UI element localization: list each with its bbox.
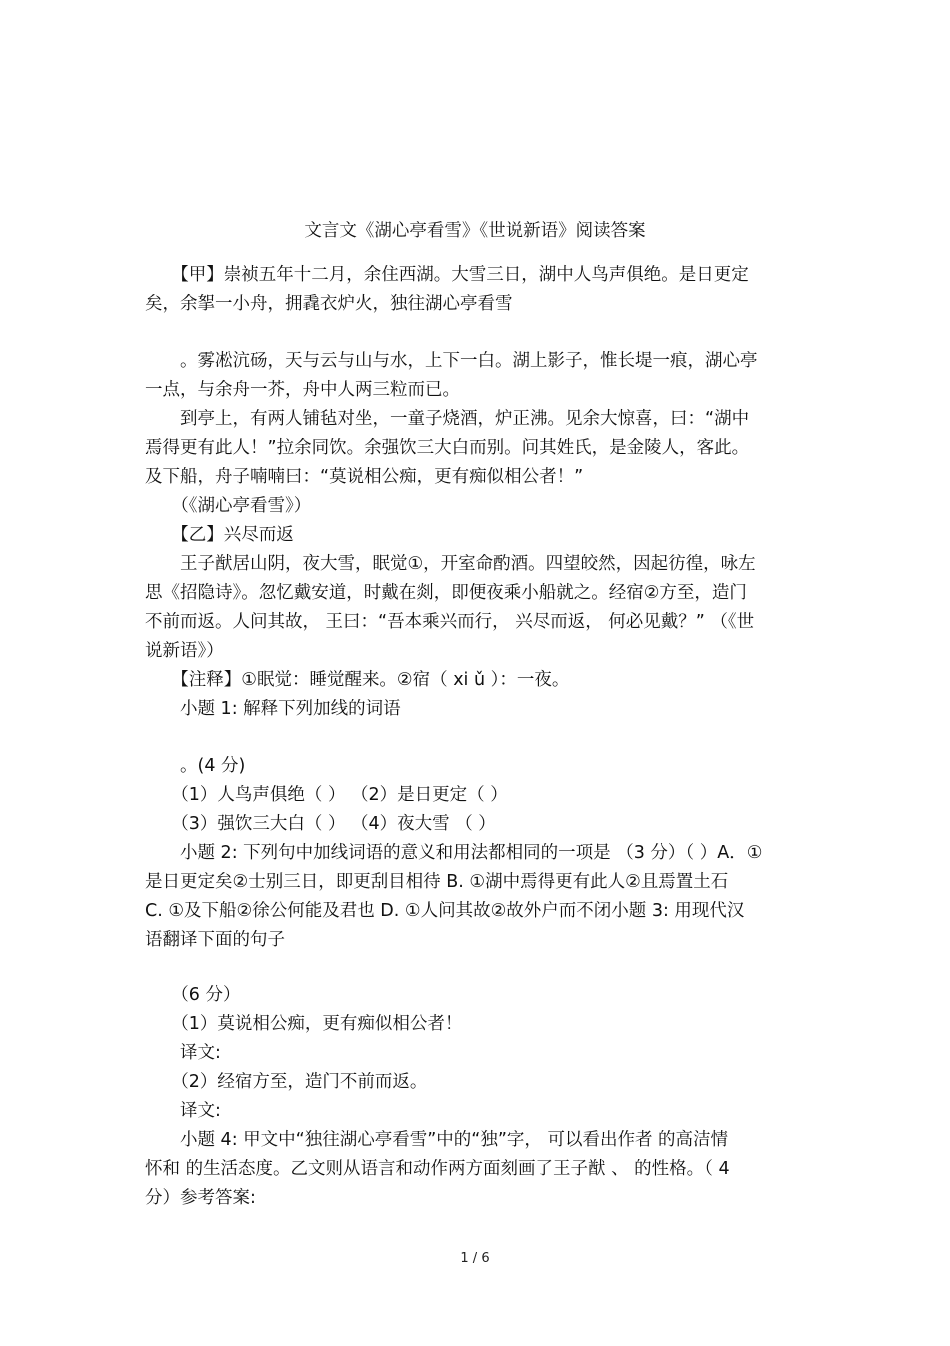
document-title: 文言文《湖心亭看雪》《世说新语》阅读答案 bbox=[304, 221, 646, 241]
text-line: 【乙】兴尽而返 bbox=[145, 525, 294, 545]
text-line: （3）强饮三大白（ ） （4）夜大雪 （ ） bbox=[145, 814, 496, 834]
text-line: 一点，与余舟一芥，舟中人两三粒而已。 bbox=[145, 380, 460, 400]
text-line: 【甲】崇祯五年十二月，余住西湖。大雪三日，湖中人鸟声俱绝。是日更定 bbox=[145, 265, 749, 285]
text-line: （2）经宿方至，造门不前而返。 bbox=[145, 1072, 428, 1092]
text-line: 译文: bbox=[145, 1101, 221, 1121]
text-line: 小题 1: 解释下列加线的词语 bbox=[145, 699, 401, 719]
text-line: 焉得更有此人！”拉余同饮。余强饮三大白而别。问其姓氏，是金陵人，客此。 bbox=[145, 438, 750, 458]
text-line: 矣，余挐一小舟，拥毳衣炉火，独往湖心亭看雪 bbox=[145, 294, 513, 314]
text-line: 王子猷居山阴，夜大雪，眠觉①，开室命酌酒。四望皎然，因起彷徨，咏左 bbox=[145, 554, 756, 574]
text-line: 不前而返。人问其故， 王曰：“吾本乘兴而行， 兴尽而返， 何必见戴？” （《世 bbox=[145, 612, 755, 632]
text-line: 【注释】①眠觉：睡觉醒来。②宿（ xi ǔ ）：一夜。 bbox=[145, 670, 570, 690]
text-line: （《湖心亭看雪》） bbox=[145, 496, 312, 516]
text-line: 译文: bbox=[145, 1043, 221, 1063]
text-line: 小题 2: 下列句中加线词语的意义和用法都相同的一项是 （3 分）（ ）A．① bbox=[145, 843, 763, 863]
text-line: （6 分） bbox=[145, 985, 241, 1005]
text-line: 说新语》） bbox=[145, 641, 224, 661]
text-line: 。雾凇沆砀，天与云与山与水，上下一白。湖上影子，惟长堤一痕，湖心亭 bbox=[145, 351, 758, 371]
text-line: C. ①及下船②徐公何能及君也 D. ①人问其故②故外户而不闭小题 3: 用现代汉 bbox=[145, 901, 745, 921]
text-line: 到亭上，有两人铺毡对坐，一童子烧酒，炉正沸。见余大惊喜，曰：“湖中 bbox=[145, 409, 750, 429]
text-line: 是日更定矣②士别三日，即更刮目相待 B. ①湖中焉得更有此人②且焉置土石 bbox=[145, 872, 729, 892]
text-line: （1）莫说相公痴，更有痴似相公者！ bbox=[145, 1014, 463, 1034]
text-line: 语翻译下面的句子 bbox=[145, 930, 285, 950]
text-line: 思《招隐诗》。忽忆戴安道，时戴在剡，即便夜乘小船就之。经宿②方至，造门 bbox=[145, 583, 747, 603]
text-line: 。(4 分) bbox=[145, 756, 246, 776]
text-line: 怀和 的生活态度。乙文则从语言和动作两方面刻画了王子猷 、 的性格。（ 4 bbox=[145, 1159, 730, 1179]
text-line: （1）人鸟声俱绝（ ） （2）是日更定（ ） bbox=[145, 785, 508, 805]
page-number: 1 / 6 bbox=[460, 1251, 490, 1266]
text-line: 及下船，舟子喃喃曰：“莫说相公痴，更有痴似相公者！” bbox=[145, 467, 584, 487]
text-line: 分）参考答案: bbox=[145, 1188, 256, 1208]
text-line: 小题 4: 甲文中“独往湖心亭看雪”中的“独”字， 可以看出作者 的高洁情 bbox=[145, 1130, 729, 1150]
